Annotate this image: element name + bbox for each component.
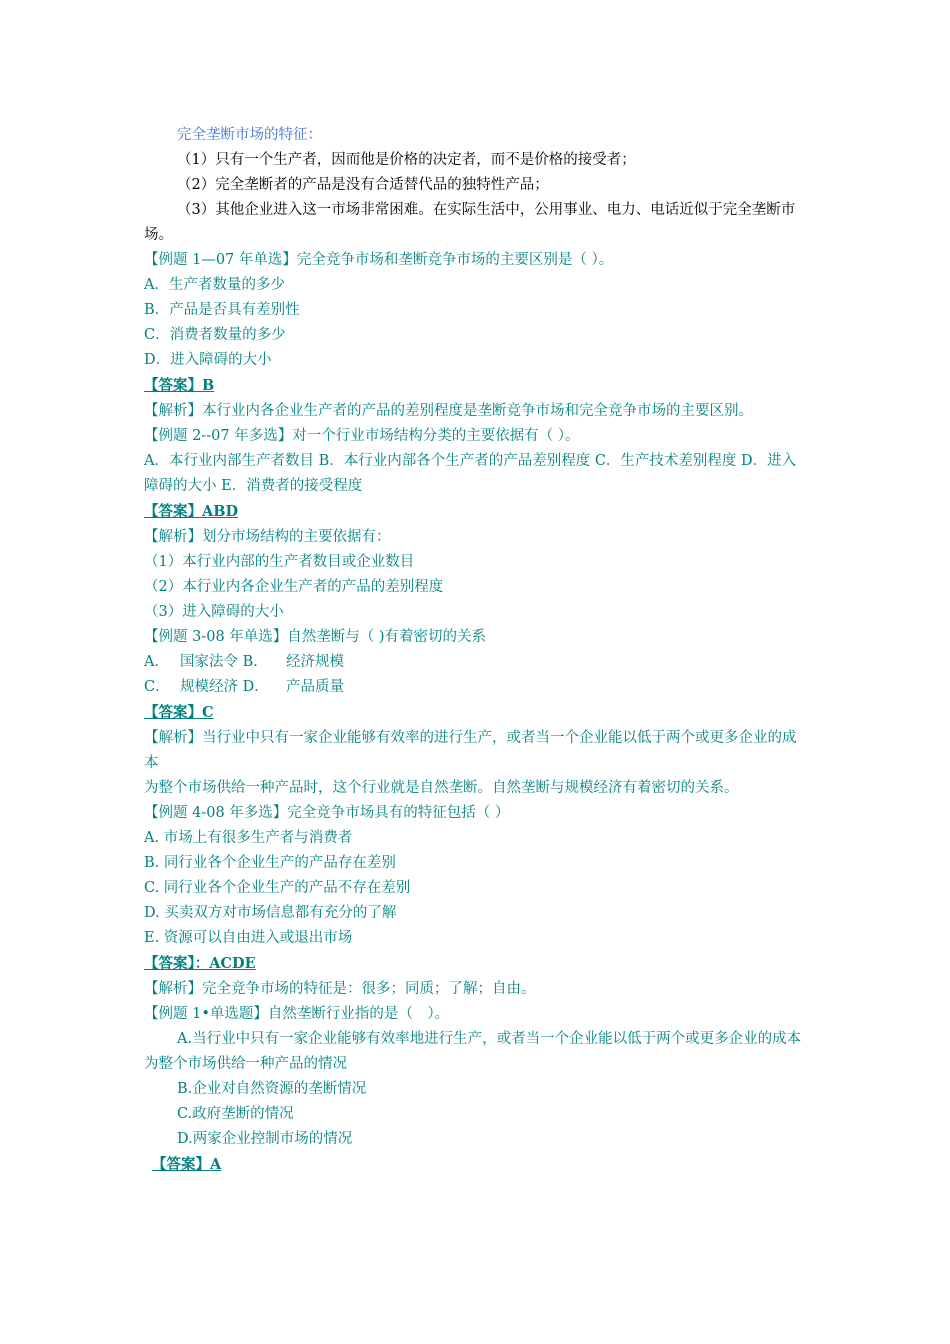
q3-options-row-1 <box>144 650 810 675</box>
q3-analysis-1: 【解析】当行业中只有一家企业能够有效率的进行生产，或者当一个企业能以低于两个或更多企业的成本 <box>144 730 797 771</box>
q4-option-e: E. 资源可以自由进入或退出市场 <box>144 930 353 946</box>
q5-answer: 【答案】A <box>152 1156 222 1173</box>
q4-option-c: C. 同行业各个企业生产的产品不存在差别 <box>144 880 411 896</box>
q3-stem: 【例题 3-08 年单选】自然垄断与（ )有着密切的关系 <box>144 629 487 645</box>
q5-option-b: B.企业对自然资源的垄断情况 <box>177 1081 367 1097</box>
q5-option-c: C.政府垄断的情况 <box>177 1106 294 1122</box>
q4-option-b: B. 同行业各个企业生产的产品存在差别 <box>144 855 396 871</box>
q4-option-d: D. 买卖双方对市场信息都有充分的了解 <box>144 905 397 921</box>
q1-analysis: 【解析】本行业内各企业生产者的产品的差别程度是垄断竞争市场和完全竞争市场的主要区别。 <box>144 403 753 419</box>
q3-option-c-text: 规模经济 D． <box>180 679 269 695</box>
q2-options: A．本行业内部生产者数目 B．本行业内部各个生产者的产品差别程度 C．生产技术差别程度 D．进入障碍的大小 E．消费者的接受程度 <box>144 453 797 494</box>
q1-option-a: A．生产者数量的多少 <box>144 277 285 293</box>
q1-option-c: C．消费者数量的多少 <box>144 327 286 343</box>
q2-point-1: （1）本行业内部的生产者数目或企业数目 <box>144 554 415 570</box>
q5-stem: 【例题 1•单选题】自然垄断行业指的是（ ）。 <box>144 1006 450 1022</box>
q2-analysis: 【解析】划分市场结构的主要依据有： <box>144 529 391 545</box>
q4-analysis: 【解析】完全竞争市场的特征是：很多；同质；了解；自由。 <box>144 981 536 997</box>
q3-option-a-text: 国家法令 B． <box>180 654 268 670</box>
intro-heading: 完全垄断市场的特征： <box>177 127 322 143</box>
q4-stem: 【例题 4-08 年多选】完全竞争市场具有的特征包括（ ） <box>144 805 510 821</box>
q3-option-d-text: 产品质量 <box>286 679 344 695</box>
q1-option-d: D．进入障碍的大小 <box>144 352 272 368</box>
q4-answer: 【答案】：ACDE <box>144 955 256 972</box>
q2-answer: 【答案】ABD <box>144 503 239 520</box>
intro-point-1: （1）只有一个生产者，因而他是价格的决定者，而不是价格的接受者； <box>177 152 636 168</box>
q3-option-b-text: 经济规模 <box>286 654 344 670</box>
q5-option-d: D.两家企业控制市场的情况 <box>177 1131 353 1147</box>
q2-stem: 【例题 2--07 年多选】对一个行业市场结构分类的主要依据有（ ）。 <box>144 428 580 444</box>
q4-option-a: A. 市场上有很多生产者与消费者 <box>144 830 353 846</box>
q3-analysis-2: 为整个市场供给一种产品时，这个行业就是自然垄断。自然垄断与规模经济有着密切的关系。 <box>144 780 739 796</box>
q3-option-a-letter: A． <box>144 654 169 670</box>
q1-stem: 【例题 1—07 年单选】完全竞争市场和垄断竞争市场的主要区别是（ ）。 <box>144 252 614 268</box>
intro-point-2: （2）完全垄断者的产品是没有合适替代品的独特性产品； <box>177 177 549 193</box>
q1-option-b: B．产品是否具有差别性 <box>144 302 300 318</box>
intro-point-3: （3）其他企业进入这一市场非常困难。在实际生活中，公用事业、电力、电话近似于完全垄断市场。 <box>144 202 796 243</box>
document-page <box>144 123 810 1178</box>
q3-options-row-2 <box>144 675 810 700</box>
q3-answer: 【答案】C <box>144 704 214 721</box>
q2-point-3: （3）进入障碍的大小 <box>144 604 284 620</box>
q1-answer: 【答案】B <box>144 377 215 394</box>
q2-point-2: （2）本行业内各企业生产者的产品的差别程度 <box>144 579 444 595</box>
q3-option-c-letter: C． <box>144 679 170 695</box>
q5-option-a: A.当行业中只有一家企业能够有效率地进行生产，或者当一个企业能以低于两个或更多企业的成本为整个市场供给一种产品的情况 <box>144 1031 802 1072</box>
